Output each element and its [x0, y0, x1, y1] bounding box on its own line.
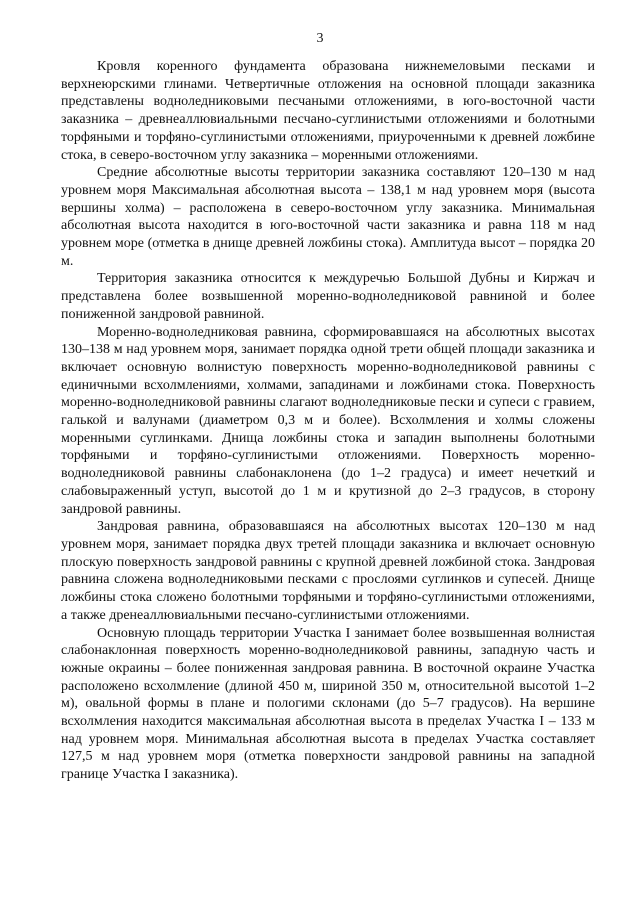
document-body: [61, 58, 595, 784]
paragraph-elevations: Средние абсолютные высоты территории заказника составляют 120–130 м над уровнем моря Максимальная абсолютная высота – 138,1 м над уровнем моря (высота вершины холма) – расположена в северо-восточном углу заказника. Минимальная абсолютная высота находится в юго-восточной части заказника и равна 118 м над уровнем море (отметка в днище древней ложбины стока). Амплитуда высот – порядка 20 м.: [61, 165, 595, 269]
paragraph-interfluve: Территория заказника относится к междуречью Большой Дубны и Киржач и представлена более возвышенной моренно-водноледниковой равниной и более пониженной зандровой равниной.: [61, 271, 595, 322]
paragraph-bedrock: Кровля коренного фундамента образована нижнемеловыми песками и верхнеюрскими глинами. Четвертичные отложения на основной площади заказника представлены водноледниковыми песчаными отложениями, в юго-восточной части заказника – древнеаллювиальными песчано-суглинистыми отложениями и болотными торфяными и торфяно-суглинистыми отложениями, приуроченными к древней ложбине стока, в северо-восточном углу заказника – моренными отложениями.: [61, 59, 595, 163]
paragraph-site-one: Основную площадь территории Участка I занимает более возвышенная волнистая слабонаклонная поверхность моренно-водноледниковой равнины, западную часть и южные окраины – более пониженная зандровая равнина. В восточной окраине Участка расположено всхолмление (длиной 450 м, шириной 350 м, относительной высотой 1–2 м), овальной формы в плане и пологими склонами (до 5–7 градусов). На вершине всхолмления находится максимальная абсолютная высота в пределах Участка I – 133 м над уровнем моря. Минимальная абсолютная высота в пределах Участка составляет 127,5 м над уровнем моря (отметка поверхности зандровой равнины на западной границе Участка I заказника).: [61, 625, 595, 783]
paragraph-outwash-plain: Зандровая равнина, образовавшаяся на абсолютных высотах 120–130 м над уровнем моря, занимает порядка двух третей площади заказника и включает основную плоскую поверхность зандровой равнины с крупной древней ложбиной стока. Зандровая равнина сложена водноледниковыми песками с прослоями суглинков и супесей. Днище ложбины стока сложено болотными торфяными и торфяно-суглинистыми отложениями, а также дренеаллювиальными песчано-суглинистыми отложениями.: [61, 519, 595, 623]
paragraph-moraine-plain: Моренно-водноледниковая равнина, сформировавшаяся на абсолютных высотах 130–138 м над уровнем моря, занимает порядка одной трети общей площади заказника и включает основную волнистую поверхность моренно-водноледниковой равнины с единичными всхолмлениями, холмами, западинами и ложбинами стока. Поверхность моренно-водноледниковой равнины слагают водноледниковые пески и супеси с гравием, галькой и валунами (диаметром 0,3 м и более). Всхолмления и холмы сложены моренными суглинками. Днища ложбины стока и западин выполнены болотными торфяными и торфяно-суглинистыми отложениями. Поверхность моренно-водноледниковой равнины слабонаклонена (до 1–2 градуса) и имеет нечеткий и слабовыраженный уступ, высотой до 1 м и крутизной до 2–3 градусов, в сторону зандровой равнины.: [61, 324, 595, 517]
page-number: 3: [316, 31, 324, 46]
